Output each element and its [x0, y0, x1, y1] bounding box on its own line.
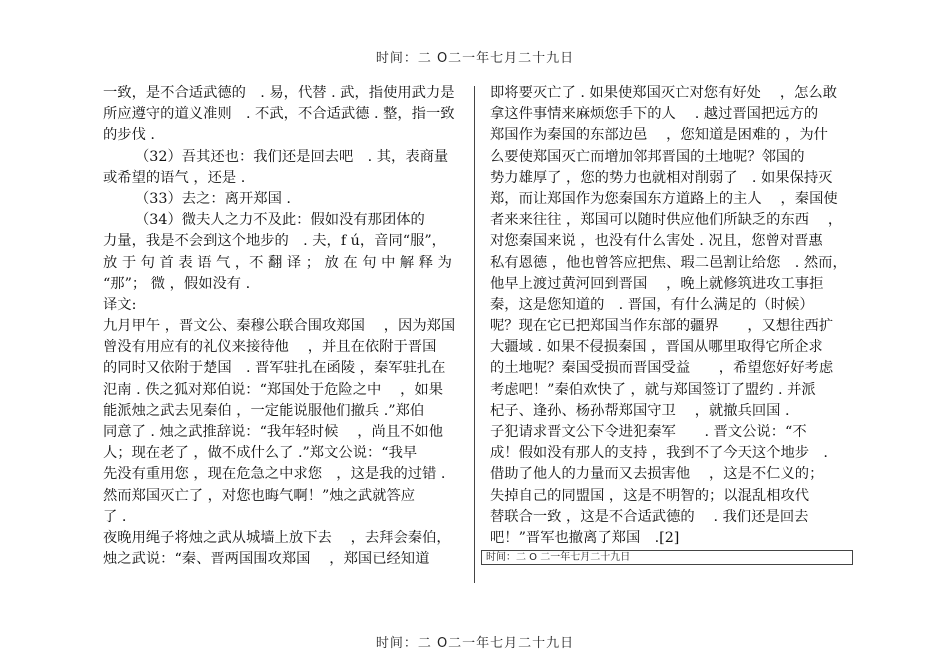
text-line: 考虑吧！”秦伯欢快了 ，就与郑国签订了盟约 . 并派 [490, 381, 816, 398]
text-line: 或希望的语气 ，还是 . [103, 169, 246, 186]
text-line: 同意了 . 烛之武推辞说：“我年轻时候 ，尚且不如他 [103, 424, 444, 440]
text-line: 放 于 句 首 表 语 气 ，不 翻 译 ； 放 在 句 中 解 释 为 [103, 254, 452, 271]
text-line: 然而郑国灭亡了 ，对您也晦气啊！”烛之武就答应 [103, 487, 416, 504]
page-header: 时间：二 O二一年七月二十九日 [375, 51, 575, 66]
text-line: 他早上渡过黄河回到晋国 ，晚上就修筑进攻工事拒 [490, 275, 824, 292]
text-line: 杞子、逢孙、杨孙帮郑国守卫 ，就撤兵回国 . [490, 402, 790, 419]
text-line: 氾南 . 佚之狐对郑伯说：“郑国处于危险之中 ，如果 [103, 381, 444, 398]
text-line: 子犯请求晋文公下令进犯秦军 . 晋文公说：“不 [490, 424, 807, 440]
date-stamp-box: 时间：二 O 二一年七月二十九日 [481, 550, 853, 565]
text-line: 郑国作为秦国的东部边邑 ，您知道是困难的 ，为什 [490, 127, 828, 144]
text-line: 九月甲午 ，晋文公、秦穆公联合围攻郑国 ，因为郑国 [103, 318, 456, 335]
text-line: 的土地呢？秦国受损而晋国受益 ，希望您好好考虑 [490, 360, 834, 377]
text-line: 郑，而让郑国作为您秦国东方道路上的主人 ，秦国使 [490, 190, 838, 207]
text-line: 失掉自己的同盟国 ，这是不明智的；以混乱相攻代 [490, 487, 810, 504]
text-line: 借助了他人的力量而又去损害他 ，这是不仁义的； [490, 466, 824, 483]
text-line: （32）吾其还也：我们还是回去吧 . 其，表商量 [135, 148, 449, 165]
text-line: 么要使郑国灭亡而增加邻邦晋国的土地呢？邻国的 [490, 148, 805, 165]
text-line: 即将要灭亡了 . 如果使郑国灭亡对您有好处 ，怎么敢 [490, 85, 838, 101]
text-line: 先没有重用您 ，现在危急之中求您 ，这是我的过错 . [103, 466, 446, 483]
text-line: 了 . [103, 508, 127, 525]
text-line: 秦，这是您知道的 . 晋国，有什么满足的（时候） [490, 296, 814, 313]
text-line: 吧！”晋军也撤离了郑国 .[2] [490, 529, 680, 546]
column-divider [474, 86, 475, 583]
text-line: 私有恩德 ，他也曾答应把焦、瑕二邑割让给您 . 然而， [490, 254, 847, 271]
text-line: 能派烛之武去见秦伯 ，一定能说服他们撤兵 .”郑伯 [103, 402, 425, 419]
text-line: 曾没有用应有的礼仪来接待他 ，并且在依附于晋国 [103, 339, 437, 356]
text-line: 的步伐 . [103, 127, 155, 144]
text-line: 拿这件事情来麻烦您手下的人 . 越过晋国把远方的 [490, 106, 819, 123]
text-line: 呢？现在它已把郑国当作东部的疆界 ，又想往西扩 [490, 318, 834, 335]
page-footer: 时间：二 O二一年七月二十九日 [375, 636, 575, 651]
text-line: 所应遵守的道义准则 . 不武，不合适武德 . 整，指一致 [103, 106, 455, 123]
text-line: （33）去之：离开郑国 . [135, 190, 291, 207]
text-line: “那”； 微 ，假如没有 . [103, 275, 251, 292]
text-line: 大疆域 . 如果不侵损秦国 ，晋国从哪里取得它所企求 [490, 339, 823, 356]
text-line: 烛之武说：“秦、晋两国围攻郑国 ，郑国已经知道 [103, 551, 430, 568]
text-line: 人；现在老了 ，做不成什么了 .”郑文公说：“我早 [103, 445, 418, 462]
right-text-column [490, 83, 852, 549]
left-text-column [103, 83, 463, 570]
text-line: 力量，我是不会到这个地步的 . 夫，f ú，音同“服”， [103, 233, 446, 250]
text-line: 成！假如没有那人的支持 ，我到不了今天这个地步 . [490, 445, 828, 462]
text-line: 一致，是不合适武德的 . 易，代替 . 武，指使用武力是 [103, 85, 455, 101]
text-line: 对您秦国来说 ，也没有什么害处 . 况且，您曾对晋惠 [490, 233, 823, 250]
text-line: 译文: [103, 296, 137, 313]
text-line: 替联合一致 ，这是不合适武德的 . 我们还是回去 [490, 508, 809, 525]
text-line: 夜晚用绳子将烛之武从城墙上放下去 ，去拜会秦伯， [103, 529, 451, 546]
text-line: 者来来往往 ，郑国可以随时供应他们所缺乏的东西 ， [490, 212, 843, 229]
text-line: 势力雄厚了 ，您的势力也就相对削弱了 . 如果保持灭 [490, 169, 833, 186]
text-line: 的同时又依附于楚国 . 晋军驻扎在函陵 ，秦军驻扎在 [103, 360, 446, 377]
text-line: （34）微夫人之力不及此：假如没有那团体的 [135, 212, 425, 229]
